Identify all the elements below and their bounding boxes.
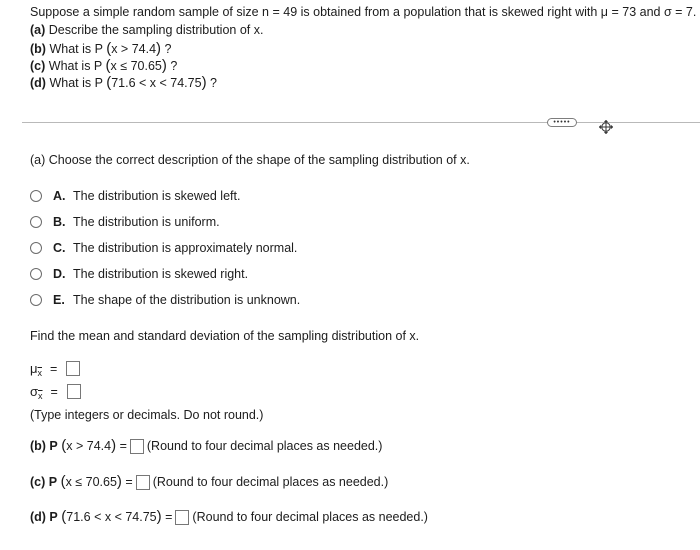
part-b-note: (Round to four decimal places as needed.) xyxy=(146,439,383,453)
problem-part-b-end: ? xyxy=(164,42,172,56)
part-c-note: (Round to four decimal places as needed.) xyxy=(152,475,389,489)
part-c-expr: x ≤ 70.65 xyxy=(65,475,117,489)
option-d-letter: D. xyxy=(53,267,66,281)
move-icon[interactable] xyxy=(599,120,613,134)
option-e[interactable] xyxy=(30,293,300,307)
part-c-equals: = xyxy=(125,475,133,489)
problem-part-d-expr: 71.6 < x < 74.75 xyxy=(111,76,202,90)
part-c-row: (c) P (x ≤ 70.65) = (Round to four decimal places as needed.) xyxy=(30,473,389,490)
problem-part-b-text: What is P xyxy=(49,42,103,56)
part-d-answer-box[interactable] xyxy=(175,510,189,525)
option-b-radio[interactable] xyxy=(30,216,42,228)
problem-part-d-end: ? xyxy=(210,76,217,90)
problem-part-c-end: ? xyxy=(170,59,178,73)
problem-part-c-text: What is P xyxy=(48,59,103,73)
option-b[interactable] xyxy=(30,215,220,229)
problem-part-a-text: Describe the sampling distribution of x. xyxy=(48,23,264,37)
problem-part-a xyxy=(30,23,263,37)
sd-row xyxy=(30,384,84,399)
option-e-radio[interactable] xyxy=(30,294,42,306)
problem-part-d: (d) What is P (71.6 < x < 74.75) ? xyxy=(30,74,217,91)
option-d[interactable] xyxy=(30,267,248,281)
problem-part-d-text: What is P xyxy=(49,76,103,90)
part-a-prompt-text: Choose the correct description of the shape of the sampling distribution of x. xyxy=(48,153,470,167)
option-b-letter: B. xyxy=(53,215,66,229)
mean-answer-box[interactable] xyxy=(66,361,80,376)
option-c[interactable] xyxy=(30,241,297,255)
problem-part-d-label: (d) xyxy=(30,76,46,90)
part-b-row: (b) P (x > 74.4) = (Round to four decimal places as needed.) xyxy=(30,437,383,454)
sigma-subscript: $\overline{x}$ xyxy=(38,390,43,401)
option-e-letter: E. xyxy=(53,293,65,307)
option-c-text: The distribution is approximately normal. xyxy=(73,241,298,255)
sigma-symbol: σ xyxy=(30,384,39,399)
mean-sd-prompt: Find the mean and standard deviation of the sampling distribution of x. xyxy=(30,329,420,343)
option-d-text: The distribution is skewed right. xyxy=(73,267,249,281)
option-b-text: The distribution is uniform. xyxy=(73,215,220,229)
part-b-expr: x > 74.4 xyxy=(66,439,112,453)
problem-intro-text: Suppose a simple random sample of size n = 49 is obtained from a population that is skewed right with μ = 73 and σ = 7. xyxy=(30,5,697,19)
part-b-label: (b) P xyxy=(30,439,58,453)
problem-part-c: (c) What is P (x ≤ 70.65) ? xyxy=(30,57,178,74)
problem-intro xyxy=(30,5,696,19)
problem-part-b-expr: x > 74.4 xyxy=(111,42,157,56)
mean-equals: = xyxy=(50,361,58,376)
option-a-radio[interactable] xyxy=(30,190,42,202)
problem-part-b: (b) What is P (x > 74.4) ? xyxy=(30,40,172,57)
part-b-equals: = xyxy=(119,439,127,453)
option-a-text: The distribution is skewed left. xyxy=(73,189,241,203)
part-a-prompt-label: (a) xyxy=(30,153,46,167)
option-d-radio[interactable] xyxy=(30,268,42,280)
part-d-note: (Round to four decimal places as needed.) xyxy=(192,510,428,524)
option-c-radio[interactable] xyxy=(30,242,42,254)
problem-part-a-label: (a) xyxy=(30,23,46,37)
part-b-answer-box[interactable] xyxy=(130,439,144,454)
more-dots-icon: ••••• xyxy=(553,119,571,126)
problem-part-c-expr: x ≤ 70.65 xyxy=(110,59,162,73)
part-c-label: (c) P xyxy=(30,475,58,489)
option-e-text: The shape of the distribution is unknown. xyxy=(73,293,301,307)
part-a-prompt xyxy=(30,153,470,167)
mu-symbol: μ xyxy=(30,361,38,376)
sd-answer-box[interactable] xyxy=(67,384,81,399)
option-c-letter: C. xyxy=(53,241,66,255)
option-a[interactable] xyxy=(30,189,240,203)
part-d-row: (d) P (71.6 < x < 74.75) = (Round to four decimal places as needed.) xyxy=(30,508,428,525)
type-note: (Type integers or decimals. Do not round.) xyxy=(30,408,264,422)
part-d-equals: = xyxy=(165,510,173,524)
problem-part-c-label: (c) xyxy=(30,59,46,73)
problem-part-b-label: (b) xyxy=(30,42,46,56)
part-d-expr: 71.6 < x < 74.75 xyxy=(66,510,157,524)
part-c-answer-box[interactable] xyxy=(136,475,150,490)
part-d-label: (d) P xyxy=(30,510,58,524)
mean-row xyxy=(30,361,83,376)
mu-subscript: $\overline{x}$ xyxy=(37,367,42,378)
sd-equals: = xyxy=(50,384,58,399)
more-options-button[interactable] xyxy=(547,118,577,127)
option-a-letter: A. xyxy=(53,189,66,203)
